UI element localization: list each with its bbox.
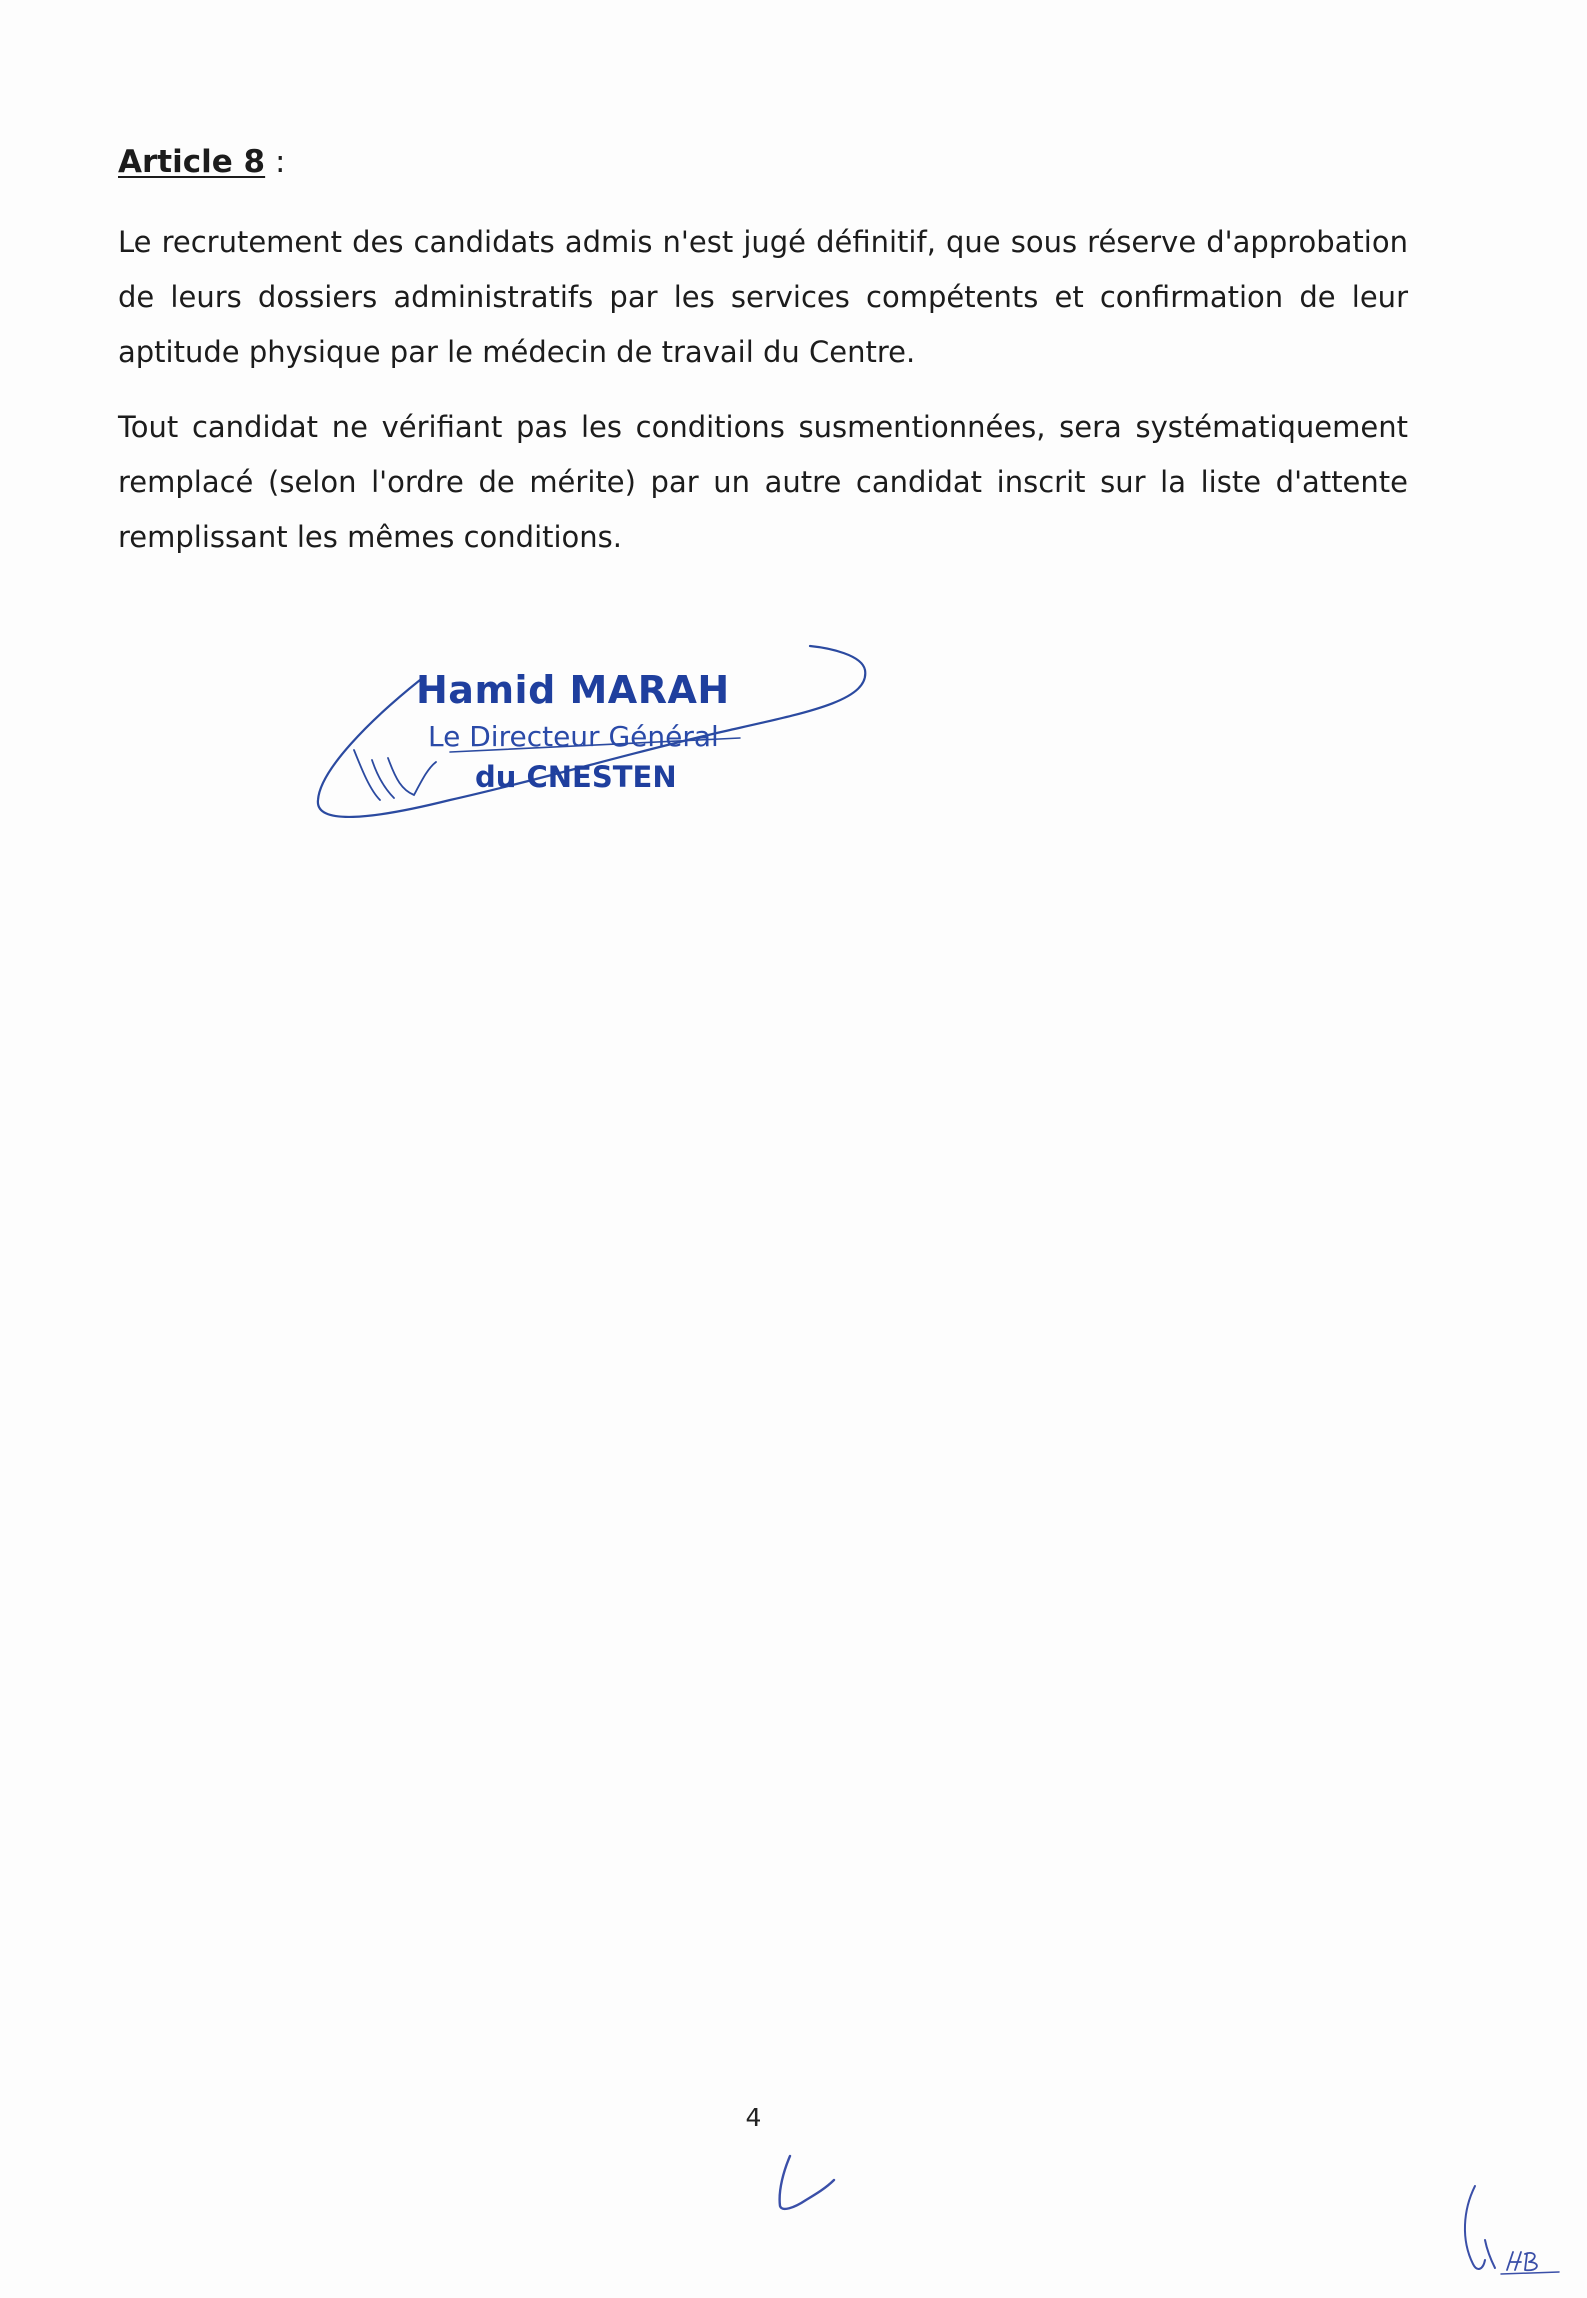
article-title: Article 8 [118, 144, 266, 180]
handwritten-initial-mark [770, 2150, 840, 2220]
stamp-signatory-role: Le Directeur Général [428, 720, 719, 753]
stamp-signatory-name: Hamid MARAH [416, 668, 730, 712]
stamp-organization: du CNESTEN [475, 760, 677, 794]
paragraph-replacement-rule: Tout candidat ne vérifiant pas les conditions susmentionnées, sera systématiquement remplacé (selon l'ordre de mérite) par un autre candidat inscrit sur la liste d'attente remplissant les mêmes conditions. [118, 410, 1408, 554]
article-title-separator: : [265, 144, 286, 180]
article-heading [118, 142, 285, 182]
director-stamp [310, 640, 880, 840]
paragraph-recruitment-condition: Le recrutement des candidats admis n'est jugé définitif, que sous réserve d'approbation de leurs dossiers administratifs par les services compétents et confirmation de leur aptitude physique par le médecin de travail du Centre. [118, 225, 1408, 369]
page-number: 4 [745, 2103, 762, 2132]
handwritten-paraph [1455, 2180, 1565, 2280]
